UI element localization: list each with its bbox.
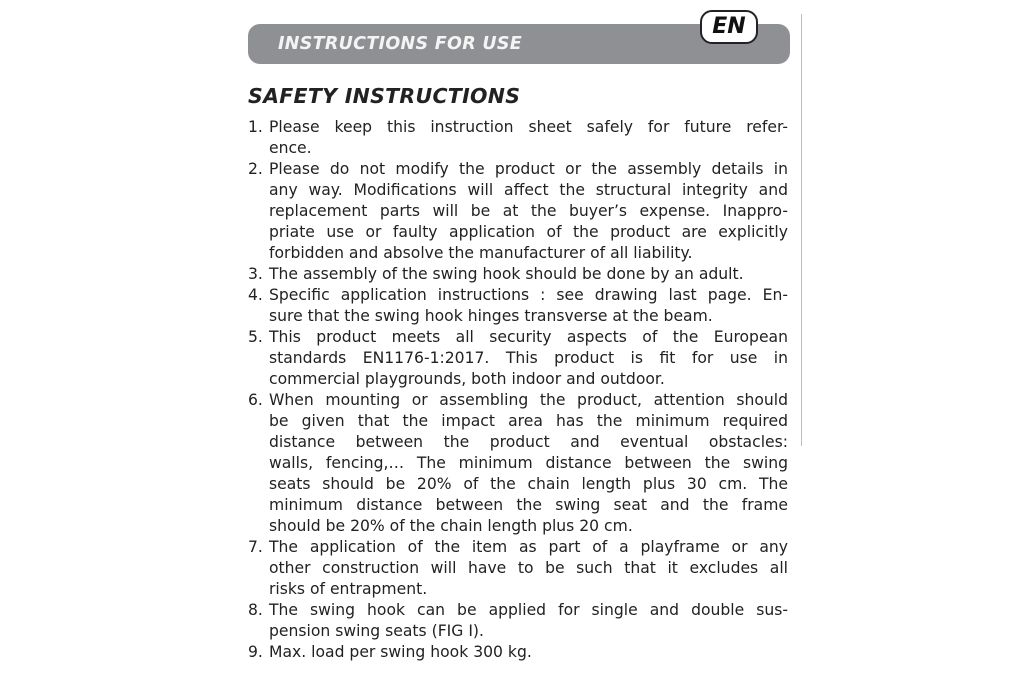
list-item	[248, 327, 788, 390]
item-number: 9.	[248, 643, 263, 661]
item-text-line: walls, fencing,… The minimum distance between the swing	[269, 454, 788, 472]
item-text-line: When mounting or assembling the product, attention should	[269, 391, 788, 409]
item-text-line: should be 20% of the chain length plus 20 cm.	[269, 517, 633, 535]
item-number: 1.	[248, 118, 263, 136]
item-text-line: sure that the swing hook hinges transverse at the beam.	[269, 307, 713, 325]
item-text-line: other construction will have to be such that it excludes all	[269, 559, 788, 577]
list-item	[248, 390, 788, 537]
item-number: 3.	[248, 265, 263, 283]
item-text-line: minimum distance between the swing seat and the frame	[269, 496, 788, 514]
header-title: INSTRUCTIONS FOR USE	[278, 34, 523, 54]
item-text-line: The assembly of the swing hook should be done by an adult.	[269, 265, 744, 283]
list-item	[248, 642, 788, 663]
item-number: 8.	[248, 601, 263, 619]
item-number: 2.	[248, 160, 263, 178]
item-text-line: The application of the item as part of a playframe or any	[269, 538, 788, 556]
list-item	[248, 117, 788, 159]
item-text-line: forbidden and absolve the manufacturer of all liability.	[269, 244, 693, 262]
column-divider	[801, 14, 802, 446]
item-number: 5.	[248, 328, 263, 346]
language-badge: EN	[700, 10, 758, 44]
item-text-line: priate use or faulty application of the product are explicitly	[269, 223, 788, 241]
item-text-line: replacement parts will be at the buyer’s expense. Inappro-	[269, 202, 788, 220]
item-text-line: seats should be 20% of the chain length plus 30 cm. The	[269, 475, 788, 493]
item-text-line: standards EN1176-1:2017. This product is fit for use in	[269, 349, 788, 367]
item-text-line: any way. Modifications will affect the structural integrity and	[269, 181, 788, 199]
item-text-line: pension swing seats (FIG I).	[269, 622, 484, 640]
item-text-line: distance between the product and eventual obstacles:	[269, 433, 788, 451]
item-text-line: be given that the impact area has the minimum required	[269, 412, 788, 430]
item-text-line: Please do not modify the product or the assembly details in	[269, 160, 788, 178]
item-text-line: commercial playgrounds, both indoor and outdoor.	[269, 370, 665, 388]
item-text-line: Max. load per swing hook 300 kg.	[269, 643, 532, 661]
section-heading: SAFETY INSTRUCTIONS	[248, 84, 521, 108]
item-text-line: ence.	[269, 139, 312, 157]
item-text-line: Please keep this instruction sheet safely for future refer-	[269, 118, 788, 136]
list-item	[248, 159, 788, 264]
list-item	[248, 285, 788, 327]
item-text-line: Specific application instructions : see drawing last page. En-	[269, 286, 788, 304]
item-number: 4.	[248, 286, 263, 304]
list-item	[248, 537, 788, 600]
item-number: 6.	[248, 391, 263, 409]
item-text-line: The swing hook can be applied for single and double sus-	[269, 601, 788, 619]
list-item	[248, 600, 788, 642]
list-item	[248, 264, 788, 285]
item-number: 7.	[248, 538, 263, 556]
item-text-line: This product meets all security aspects of the European	[269, 328, 788, 346]
item-text-line: risks of entrapment.	[269, 580, 428, 598]
safety-instructions-list	[248, 117, 788, 663]
